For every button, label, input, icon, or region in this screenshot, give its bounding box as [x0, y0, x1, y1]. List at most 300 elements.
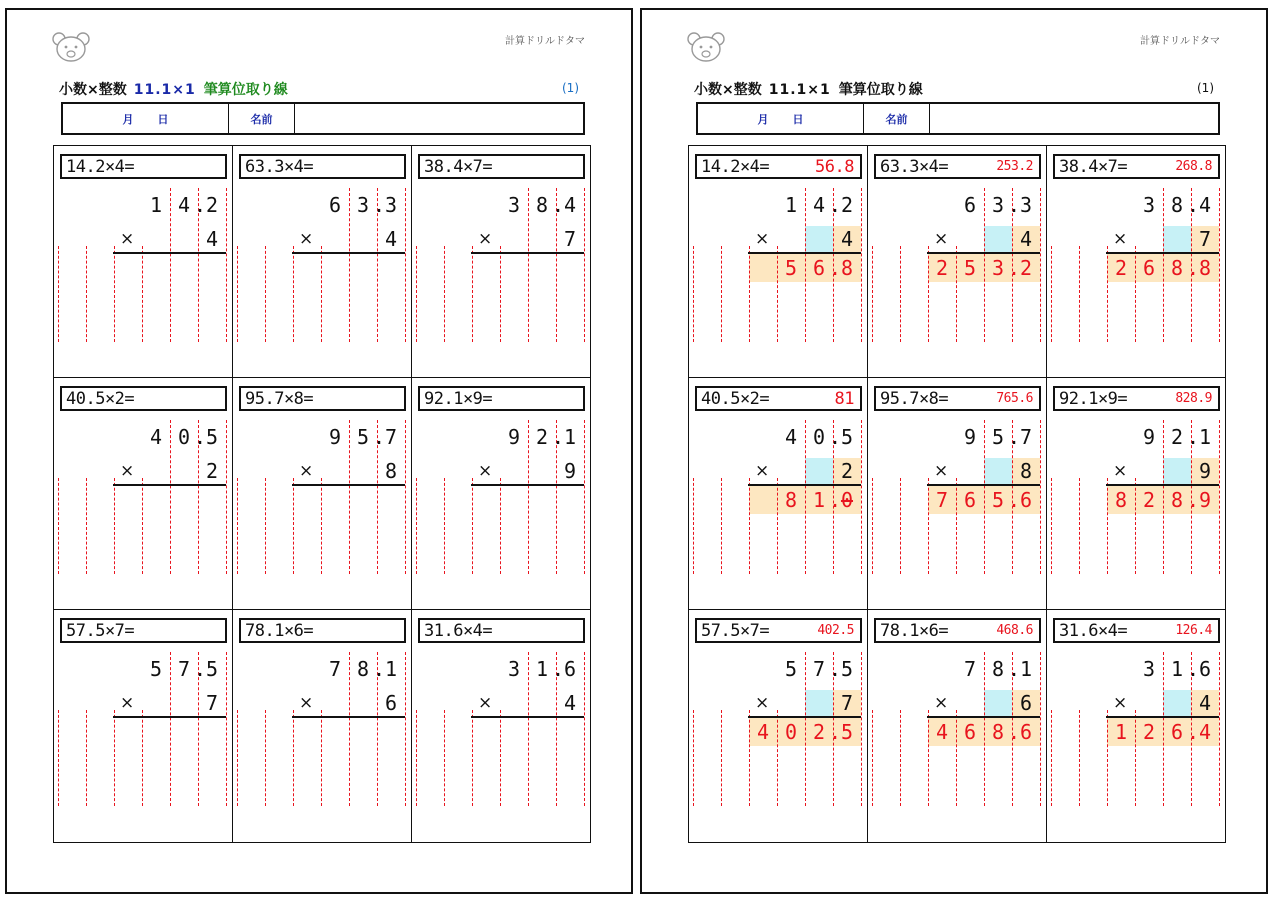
multiplier-digit: 7: [840, 691, 854, 715]
decimal-place-highlight: [1163, 690, 1191, 716]
calculation-rule: [1106, 484, 1219, 486]
place-value-guide-line: [444, 478, 445, 574]
calculation-rule: [927, 252, 1040, 254]
place-value-guide-line: [472, 710, 473, 806]
month-label: 月: [757, 112, 769, 126]
result-digit: 6: [1019, 720, 1033, 744]
page-number: (1): [1197, 81, 1214, 95]
result-digit: 6: [963, 720, 977, 744]
decimal-place-highlight: [805, 690, 833, 716]
calculation-rule: [292, 716, 405, 718]
decimal-point: .: [194, 657, 207, 681]
times-sign: ×: [755, 461, 770, 481]
multiplier-digit: 4: [205, 227, 219, 251]
place-value-guide-line: [721, 710, 722, 806]
title-main: 小数×整数: [59, 82, 127, 98]
place-value-guide-line: [293, 478, 294, 574]
problem-box[interactable]: [60, 154, 227, 179]
decimal-point: .: [1008, 256, 1021, 280]
place-value-guide-line: [872, 478, 873, 574]
name-field[interactable]: [295, 104, 583, 133]
decimal-point: .: [1187, 193, 1200, 217]
problem-cell: [233, 146, 412, 378]
worksheet-title: [59, 79, 288, 99]
bear-logo-icon: [686, 30, 726, 64]
result-digit: 1: [812, 488, 826, 512]
multiplier-digit: 4: [1019, 227, 1033, 251]
decimal-place-highlight: [984, 458, 1012, 484]
top-digit: 5: [205, 657, 219, 681]
place-value-guide-line: [405, 420, 406, 574]
multiplier-digit: 6: [1019, 691, 1033, 715]
place-value-guide-line: [265, 478, 266, 574]
problem-cell: [868, 378, 1047, 610]
top-digit: 7: [1019, 425, 1033, 449]
problem-cell: [233, 378, 412, 610]
top-digit: 5: [840, 657, 854, 681]
problem-answer: 268.8: [1175, 159, 1212, 174]
result-digit: 6: [1142, 256, 1156, 280]
top-digit: 4: [149, 425, 163, 449]
problem-box[interactable]: [418, 386, 585, 411]
top-digit: 8: [535, 193, 549, 217]
result-digit: 2: [1019, 256, 1033, 280]
decimal-point: .: [552, 425, 565, 449]
problem-cell: [412, 378, 591, 610]
name-label: 名前: [229, 104, 295, 133]
top-digit: 6: [963, 193, 977, 217]
problem-expression: 38.4×7=: [1059, 156, 1128, 177]
place-value-guide-line: [872, 246, 873, 342]
answer-sheet: [640, 8, 1268, 894]
top-digit: 2: [840, 193, 854, 217]
top-digit: 3: [507, 193, 521, 217]
place-value-guide-line: [1040, 652, 1041, 806]
top-digit: 9: [507, 425, 521, 449]
place-value-guide-line: [693, 246, 694, 342]
place-value-guide-line: [872, 710, 873, 806]
result-digit: 2: [935, 256, 949, 280]
multiplier-digit: 6: [384, 691, 398, 715]
times-sign: ×: [1113, 461, 1128, 481]
problem-cell: [54, 610, 233, 842]
place-value-guide-line: [142, 710, 143, 806]
decimal-place-highlight: [1163, 458, 1191, 484]
decimal-point: .: [829, 425, 842, 449]
problem-box: [695, 386, 862, 411]
decimal-point: .: [1187, 720, 1200, 744]
result-digit: 4: [756, 720, 770, 744]
top-digit: 3: [1142, 657, 1156, 681]
calculation-rule: [292, 484, 405, 486]
times-sign: ×: [755, 693, 770, 713]
top-digit: 3: [356, 193, 370, 217]
multiplier-digit: 2: [205, 459, 219, 483]
decimal-point: .: [829, 720, 842, 744]
problem-cell: [412, 610, 591, 842]
name-label: 名前: [864, 104, 930, 133]
problem-box[interactable]: [60, 386, 227, 411]
result-digit: 0: [784, 720, 798, 744]
decimal-point: .: [829, 657, 842, 681]
decimal-point: .: [829, 256, 842, 280]
brand-label: 計算ドリルドタマ: [505, 36, 585, 47]
calculation-rule: [471, 716, 584, 718]
place-value-guide-line: [1051, 710, 1052, 806]
result-digit: 8: [1198, 256, 1212, 280]
decimal-point: .: [1008, 657, 1021, 681]
multiplier-digit: 4: [840, 227, 854, 251]
times-sign: ×: [478, 461, 493, 481]
problem-box: [695, 154, 862, 179]
place-value-guide-line: [142, 246, 143, 342]
place-value-guide-line: [584, 420, 585, 574]
place-value-guide-line: [114, 710, 115, 806]
top-digit: 1: [784, 193, 798, 217]
calculation-rule: [748, 484, 861, 486]
place-value-guide-line: [584, 188, 585, 342]
place-value-guide-line: [86, 710, 87, 806]
place-value-guide-line: [86, 246, 87, 342]
title-sub: 筆算位取り線: [838, 82, 923, 98]
top-digit: 1: [535, 657, 549, 681]
multiplier-digit: 4: [384, 227, 398, 251]
times-sign: ×: [120, 693, 135, 713]
name-date-box: [61, 102, 585, 135]
place-value-guide-line: [861, 652, 862, 806]
title-sub: 筆算位取り線: [203, 82, 288, 98]
decimal-point: .: [1187, 256, 1200, 280]
decimal-point: .: [1008, 425, 1021, 449]
title-main: 小数×整数: [694, 82, 762, 98]
top-digit: 6: [563, 657, 577, 681]
multiplier-digit: 7: [563, 227, 577, 251]
result-digit: 9: [1198, 488, 1212, 512]
place-value-guide-line: [444, 710, 445, 806]
place-value-guide-line: [1040, 420, 1041, 574]
problem-answer: 765.6: [996, 391, 1033, 406]
date-field[interactable]: [698, 104, 864, 133]
place-value-guide-line: [237, 246, 238, 342]
problem-box: [1053, 154, 1220, 179]
place-value-guide-line: [321, 246, 322, 342]
top-digit: 5: [784, 657, 798, 681]
top-digit: 5: [840, 425, 854, 449]
top-digit: 2: [205, 193, 219, 217]
decimal-point: .: [829, 488, 842, 512]
result-digit: 2: [1142, 720, 1156, 744]
result-digit: 4: [1198, 720, 1212, 744]
place-value-guide-line: [1040, 188, 1041, 342]
times-sign: ×: [934, 229, 949, 249]
place-value-guide-line: [861, 188, 862, 342]
problem-answer: 56.8: [815, 156, 854, 177]
place-value-guide-line: [1051, 246, 1052, 342]
problem-expression: 14.2×4=: [66, 156, 135, 177]
times-sign: ×: [120, 229, 135, 249]
top-digit: 2: [1170, 425, 1184, 449]
place-value-guide-line: [142, 478, 143, 574]
top-digit: 3: [1019, 193, 1033, 217]
problem-expression: 57.5×7=: [701, 620, 770, 641]
place-value-guide-line: [265, 710, 266, 806]
bear-logo-icon: [51, 30, 91, 64]
top-digit: 4: [177, 193, 191, 217]
top-digit: 1: [1019, 657, 1033, 681]
calculation-rule: [927, 716, 1040, 718]
problem-cell: [689, 378, 868, 610]
decimal-point: .: [1187, 657, 1200, 681]
place-value-guide-line: [472, 246, 473, 342]
problem-box: [1053, 618, 1220, 643]
multiplier-digit: 7: [205, 691, 219, 715]
calculation-rule: [471, 484, 584, 486]
place-value-guide-line: [1079, 246, 1080, 342]
decimal-place-highlight: [805, 458, 833, 484]
calculation-rule: [113, 252, 226, 254]
calculation-rule: [292, 252, 405, 254]
times-sign: ×: [478, 229, 493, 249]
decimal-point: .: [1187, 488, 1200, 512]
problem-cell: [233, 610, 412, 842]
top-digit: 4: [1198, 193, 1212, 217]
decimal-point: .: [194, 425, 207, 449]
times-sign: ×: [299, 229, 314, 249]
result-digit: 6: [963, 488, 977, 512]
problem-expression: 92.1×9=: [1059, 388, 1128, 409]
place-value-guide-line: [500, 710, 501, 806]
decimal-point: .: [1008, 488, 1021, 512]
problem-box[interactable]: [60, 618, 227, 643]
decimal-point: .: [552, 657, 565, 681]
top-digit: 3: [991, 193, 1005, 217]
top-digit: 7: [328, 657, 342, 681]
times-sign: ×: [934, 693, 949, 713]
result-digit: 6: [1019, 488, 1033, 512]
place-value-guide-line: [293, 246, 294, 342]
multiplier-digit: 4: [1198, 691, 1212, 715]
result-digit: 1: [1114, 720, 1128, 744]
name-date-box: [696, 102, 1220, 135]
place-value-guide-line: [58, 710, 59, 806]
problem-cell: [1047, 378, 1226, 610]
place-value-guide-line: [1219, 420, 1220, 574]
question-sheet: [5, 8, 633, 894]
multiplier-digit: 2: [840, 459, 854, 483]
multiplier-digit: 7: [1198, 227, 1212, 251]
place-value-guide-line: [900, 246, 901, 342]
decimal-point: .: [373, 193, 386, 217]
problem-box: [1053, 386, 1220, 411]
top-digit: 7: [812, 657, 826, 681]
place-value-guide-line: [416, 478, 417, 574]
multiplier-digit: 9: [1198, 459, 1212, 483]
problem-expression: 78.1×6=: [245, 620, 314, 641]
problem-expression: 31.6×4=: [424, 620, 493, 641]
place-value-guide-line: [321, 478, 322, 574]
result-digit: 5: [840, 720, 854, 744]
problem-grid: [688, 145, 1226, 843]
problem-expression: 95.7×8=: [880, 388, 949, 409]
problem-box[interactable]: [418, 618, 585, 643]
title-code: 11.1×1: [133, 82, 196, 98]
top-digit: 7: [963, 657, 977, 681]
title-code: 11.1×1: [768, 82, 831, 98]
result-digit: 5: [991, 488, 1005, 512]
calculation-rule: [113, 716, 226, 718]
place-value-guide-line: [472, 478, 473, 574]
top-digit: 6: [1198, 657, 1212, 681]
place-value-guide-line: [114, 478, 115, 574]
place-value-guide-line: [265, 246, 266, 342]
top-digit: 8: [356, 657, 370, 681]
problem-expression: 40.5×2=: [66, 388, 135, 409]
decimal-point: .: [194, 193, 207, 217]
result-digit: 5: [784, 256, 798, 280]
times-sign: ×: [299, 461, 314, 481]
top-digit: 5: [991, 425, 1005, 449]
problem-cell: [1047, 146, 1226, 378]
top-digit: 4: [812, 193, 826, 217]
result-digit: 4: [935, 720, 949, 744]
decimal-place-highlight: [984, 690, 1012, 716]
multiplier-digit: 8: [384, 459, 398, 483]
multiplier-digit: 8: [1019, 459, 1033, 483]
times-sign: ×: [755, 229, 770, 249]
calculation-rule: [927, 484, 1040, 486]
problem-grid: [53, 145, 591, 843]
problem-box: [874, 386, 1041, 411]
times-sign: ×: [1113, 229, 1128, 249]
brand-label: 計算ドリルドタマ: [1140, 36, 1220, 47]
problem-box: [874, 618, 1041, 643]
problem-answer: 828.9: [1175, 391, 1212, 406]
place-value-guide-line: [416, 246, 417, 342]
problem-answer: 402.5: [817, 623, 854, 638]
place-value-guide-line: [900, 478, 901, 574]
problem-expression: 38.4×7=: [424, 156, 493, 177]
decimal-point: .: [1008, 720, 1021, 744]
problem-cell: [689, 610, 868, 842]
top-digit: 5: [205, 425, 219, 449]
problem-cell: [1047, 610, 1226, 842]
result-digit: 2: [812, 720, 826, 744]
top-digit: 0: [177, 425, 191, 449]
problem-box[interactable]: [239, 386, 406, 411]
top-digit: 9: [963, 425, 977, 449]
place-value-guide-line: [749, 478, 750, 574]
result-digit: 6: [812, 256, 826, 280]
result-digit: 8: [840, 256, 854, 280]
calculation-rule: [748, 252, 861, 254]
place-value-guide-line: [1051, 478, 1052, 574]
day-label: 日: [157, 112, 169, 126]
calculation-rule: [1106, 252, 1219, 254]
problem-expression: 92.1×9=: [424, 388, 493, 409]
page-number: (1): [562, 81, 579, 95]
place-value-guide-line: [444, 246, 445, 342]
top-digit: 8: [1170, 193, 1184, 217]
place-value-guide-line: [693, 478, 694, 574]
top-digit: 8: [991, 657, 1005, 681]
result-digit: 8: [1170, 488, 1184, 512]
month-label: 月: [122, 112, 134, 126]
top-digit: 5: [149, 657, 163, 681]
top-digit: 1: [384, 657, 398, 681]
place-value-guide-line: [58, 478, 59, 574]
top-digit: 7: [384, 425, 398, 449]
top-digit: 2: [535, 425, 549, 449]
times-sign: ×: [934, 461, 949, 481]
name-field[interactable]: [930, 104, 1218, 133]
problem-expression: 78.1×6=: [880, 620, 949, 641]
place-value-guide-line: [237, 710, 238, 806]
times-sign: ×: [299, 693, 314, 713]
calculation-rule: [748, 716, 861, 718]
calculation-rule: [471, 252, 584, 254]
top-digit: 5: [356, 425, 370, 449]
place-value-guide-line: [749, 246, 750, 342]
problem-cell: [54, 146, 233, 378]
calculation-rule: [1106, 716, 1219, 718]
result-digit: 5: [963, 256, 977, 280]
place-value-guide-line: [58, 246, 59, 342]
top-digit: 4: [563, 193, 577, 217]
place-value-guide-line: [721, 246, 722, 342]
result-digit: 8: [1170, 256, 1184, 280]
place-value-guide-line: [114, 246, 115, 342]
place-value-guide-line: [1219, 188, 1220, 342]
day-label: 日: [792, 112, 804, 126]
place-value-guide-line: [1219, 652, 1220, 806]
problem-answer: 126.4: [1175, 623, 1212, 638]
problem-expression: 95.7×8=: [245, 388, 314, 409]
problem-box[interactable]: [239, 618, 406, 643]
top-digit: 9: [328, 425, 342, 449]
place-value-guide-line: [1079, 710, 1080, 806]
problem-expression: 14.2×4=: [701, 156, 770, 177]
top-digit: 1: [149, 193, 163, 217]
problem-box: [874, 154, 1041, 179]
problem-expression: 31.6×4=: [1059, 620, 1128, 641]
multiplier-digit: 4: [563, 691, 577, 715]
top-digit: 1: [1198, 425, 1212, 449]
place-value-guide-line: [405, 652, 406, 806]
place-value-guide-line: [321, 710, 322, 806]
problem-box[interactable]: [239, 154, 406, 179]
place-value-guide-line: [1079, 478, 1080, 574]
decimal-place-highlight: [984, 226, 1012, 252]
problem-expression: 63.3×4=: [245, 156, 314, 177]
result-digit: 8: [991, 720, 1005, 744]
decimal-point: .: [1008, 193, 1021, 217]
multiplier-digit: 9: [563, 459, 577, 483]
problem-answer: 253.2: [996, 159, 1033, 174]
problem-box[interactable]: [418, 154, 585, 179]
place-value-guide-line: [900, 710, 901, 806]
top-digit: 4: [784, 425, 798, 449]
decimal-point: .: [373, 425, 386, 449]
decimal-point: .: [373, 657, 386, 681]
date-field[interactable]: [63, 104, 229, 133]
calculation-rule: [113, 484, 226, 486]
decimal-place-highlight: [1163, 226, 1191, 252]
top-digit: 7: [177, 657, 191, 681]
result-digit: 7: [935, 488, 949, 512]
place-value-guide-line: [237, 478, 238, 574]
top-digit: 3: [1142, 193, 1156, 217]
problem-answer: 81: [834, 388, 854, 409]
